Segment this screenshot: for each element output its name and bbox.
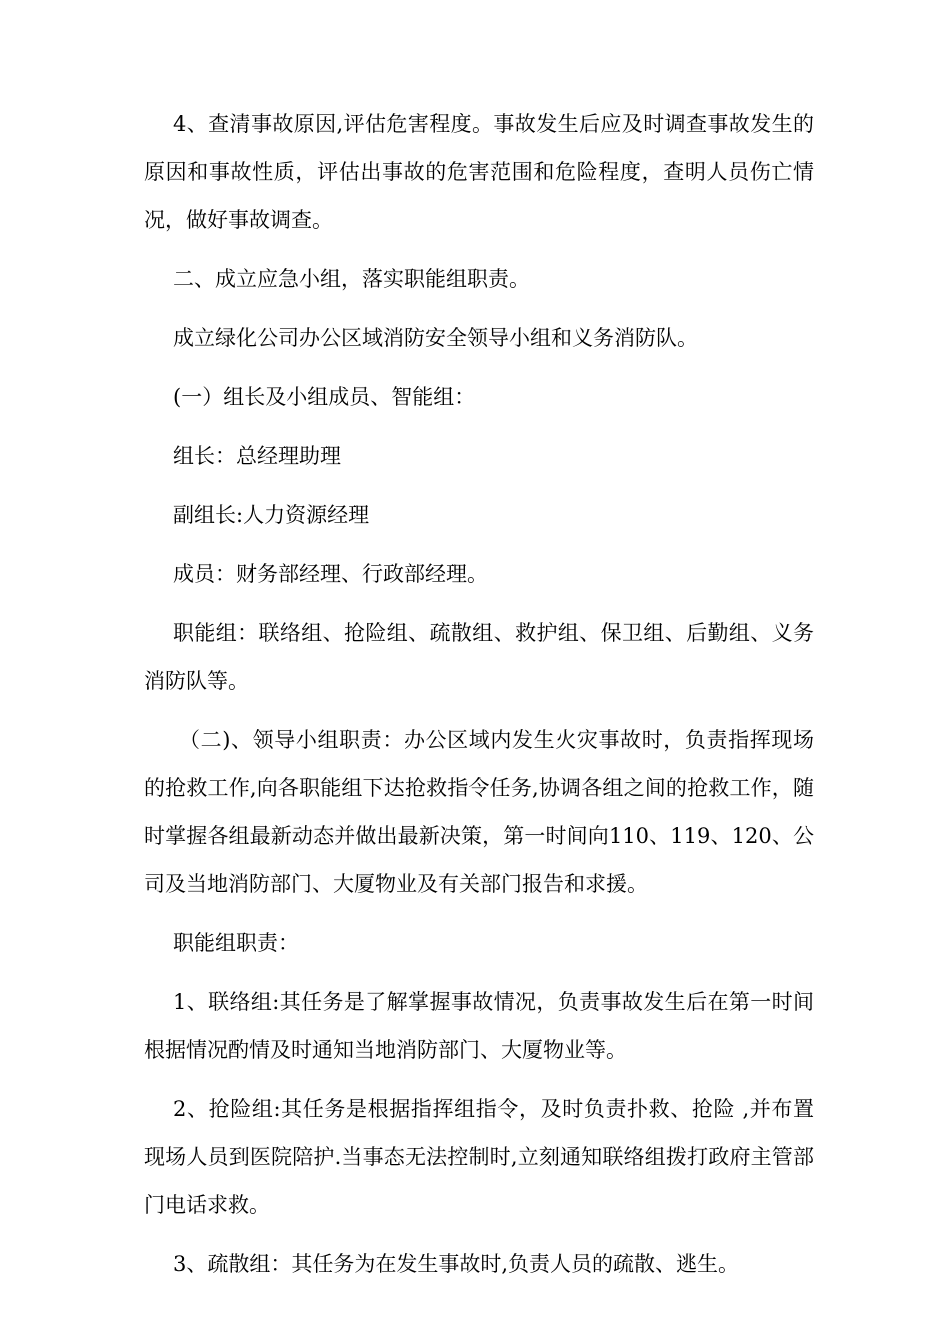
paragraph-members: 成员：财务部经理、行政部经理。 [173,562,488,586]
paragraph-investigate-cause: 4、查清事故原因,评估危害程度。事故发生后应及时调查事故发生的原因和事故性质，评估出事故的危害范围和危险程度，查明人员伤亡情况，做好事故调查。 [144,112,814,232]
paragraph-rescue-group: 2、抢险组:其任务是根据指挥组指令，及时负责扑救、抢险 ,并布置现场人员到医院陪护.当事态无法控制时,立刻通知联络组拨打政府主管部门电话求救。 [144,1097,814,1217]
paragraph-deputy-leader: 副组长:人力资源经理 [173,503,370,527]
paragraph-liaison-group: 1、联络组:其任务是了解掌握事故情况，负责事故发生后在第一时间根据情况酌情及时通知当地消防部门、大厦物业等。 [144,990,814,1062]
document-body [144,100,814,1299]
paragraph-section-two-heading: 二、成立应急小组，落实职能组职责。 [173,267,530,291]
paragraph-leadership-duties: （二)、领导小组职责：办公区域内发生火灾事故时，负责指挥现场的抢救工作,向各职能组下达抢救指令任务,协调各组之间的抢救工作，随时掌握各组最新动态并做出最新决策，第一时间向110、119、120、公司及当地消防部门、大厦物业及有关部门报告和求援。 [144,728,814,896]
paragraph-establish-team: 成立绿化公司办公区域消防安全领导小组和义务消防队。 [173,326,698,350]
paragraph-function-group-duties: 职能组职责： [173,931,299,955]
paragraph-team-leader: 组长：总经理助理 [173,444,341,468]
paragraph-function-groups: 职能组：联络组、抢险组、疏散组、救护组、保卫组、后勤组、义务消防队等。 [144,621,814,693]
paragraph-subsection-one: (一）组长及小组成员、智能组： [173,385,476,409]
paragraph-evacuation-group: 3、疏散组：其任务为在发生事故时,负责人员的疏散、逃生。 [173,1252,740,1276]
